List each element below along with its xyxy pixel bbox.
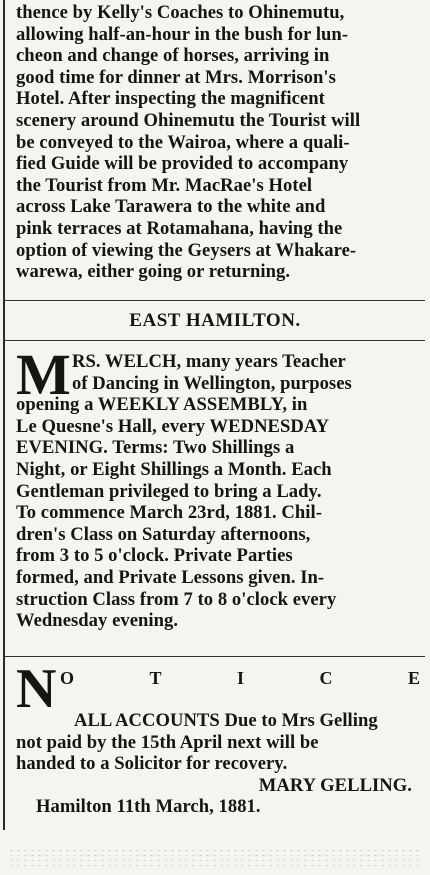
drop-cap: M [16,342,71,407]
text-line: RS. WELCH, many years Teacher [72,351,346,372]
notice-letter: C [319,668,333,688]
column-rule [3,0,5,830]
text-line: allowing half-an-hour in the bush for lun- [16,23,349,45]
notice-letter: T [149,668,162,688]
text-line: good time for dinner at Mrs. Morrison's [16,66,336,88]
text-line: Wednesday evening. [16,610,179,632]
dancing-advertisement [16,342,422,632]
notice-letter: E [407,668,420,688]
text-line: Gentleman privileged to bring a Lady. [16,480,322,502]
text-line: warewa, either going or returning. [16,261,291,283]
text-line: cheon and change of horses, arriving in [16,45,330,67]
section-heading: EAST HAMILTON. [129,310,301,331]
section-divider [5,300,425,301]
notice-letter: I [237,668,245,688]
text-line: scenery around Ohinemutu the Tourist will [16,109,361,131]
text-line: Night, or Eight Shillings a Month. Each [16,458,332,480]
text-line: fied Guide will be provided to accompany [16,153,349,175]
dateline: Hamilton 11th March, 1881. [36,796,261,818]
text-line: thence by Kelly's Coaches to Ohinemutu, [16,2,345,23]
text-line: struction Class from 7 to 8 o'clock every [16,588,337,610]
text-line: of Dancing in Wellington, purposes [72,372,352,394]
text-line: Hotel. After inspecting the magnificent [16,88,325,110]
text-line: To commence March 23rd, 1881. Chil- [16,502,322,524]
notice-drop-cap: N [16,658,57,720]
notice-body [16,710,422,818]
tour-paragraph [16,2,422,283]
notice-heading [60,668,420,689]
text-line: from 3 to 5 o'clock. Private Parties [16,545,293,567]
text-line: opening a WEEKLY ASSEMBLY, in [16,394,308,416]
text-line: the Tourist from Mr. MacRae's Hotel [16,174,313,196]
notice-letter: O [60,668,75,688]
text-line: ALL ACCOUNTS Due to Mrs Gelling [74,710,378,731]
text-line: not paid by the 15th April next will be [16,731,319,753]
print-noise [8,848,423,870]
text-line: option of viewing the Geysers at Whakare- [16,239,357,261]
text-line: be conveyed to the Wairoa, where a quali- [16,131,350,153]
section-divider [5,340,425,341]
text-line: EVENING. Terms: Two Shillings a [16,437,295,459]
section-divider [5,656,425,657]
signature: MARY GELLING. [258,774,412,796]
text-line: across Lake Tarawera to the white and [16,196,326,218]
text-line: Le Quesne's Hall, every WEDNESDAY [16,415,330,437]
text-line: pink terraces at Rotamahana, having the [16,217,343,239]
text-line: formed, and Private Lessons given. In- [16,566,325,588]
text-line: handed to a Solicitor for recovery. [16,753,288,775]
text-line: dren's Class on Saturday afternoons, [16,523,311,545]
